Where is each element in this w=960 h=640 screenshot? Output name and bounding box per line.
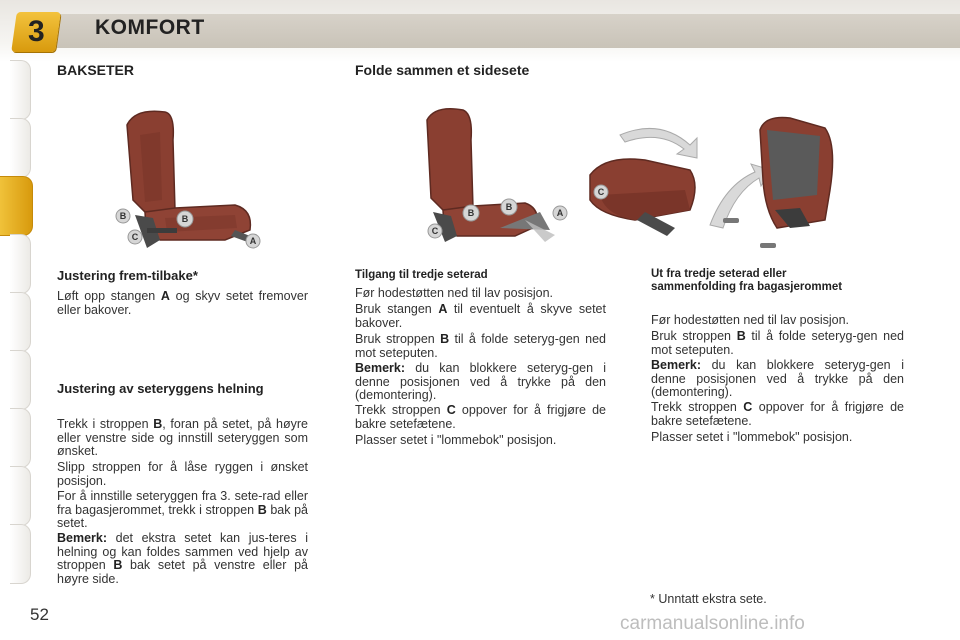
block-text-helning-p1: Trekk i stroppen B, foran på setet, på høyre eller venstre side og innstill seteryggen som ønsket. xyxy=(57,417,308,458)
chapter-number: 3 xyxy=(27,15,45,48)
seat-label-b-2: B xyxy=(181,214,189,224)
block-note-helning: Bemerk: det ekstra setet kan jus-teres i helning og kan foldes sammen ved hjelp av stroppen B bak setet på venstre eller på høyre side. xyxy=(57,531,308,586)
seat-label-a: A xyxy=(249,236,257,246)
ut-fra-p4: Plasser setet i "lommebok" posisjon. xyxy=(651,430,853,444)
chapter-tab-1[interactable] xyxy=(10,60,31,120)
block-title-frem-tilbake: Justering frem-tilbake* xyxy=(57,268,198,283)
page-number: 52 xyxy=(30,605,49,624)
chapter-tab-5[interactable] xyxy=(10,292,31,352)
block-title-tilgang: Tilgang til tredje seterad xyxy=(355,269,488,281)
chapter-tab-4[interactable] xyxy=(10,234,31,294)
tilgang-p5: Plasser setet i "lommebok" posisjon. xyxy=(355,433,557,447)
tilgang-p4: Trekk stroppen C oppover for å frigjøre de bakre setefætene. xyxy=(355,403,606,431)
section-title-folde: Folde sammen et sidesete xyxy=(355,62,530,78)
chapter-tab-6[interactable] xyxy=(10,350,31,410)
fold-label-c-2: C xyxy=(597,187,605,197)
chapter-tab-2[interactable] xyxy=(10,118,31,178)
ut-fra-p2: Bruk stroppen B til å folde seteryg-gen ned mot seteputen. xyxy=(651,329,904,357)
ut-fra-p1: Før hodestøtten ned til lav posisjon. xyxy=(651,313,850,327)
seat-label-b-1: B xyxy=(119,211,127,221)
block-title-ut-fra: Ut fra tredje seterad eller sammenfolding fra bagasjerommet xyxy=(651,268,843,293)
rear-seat-illustration xyxy=(105,100,275,255)
section-title-bakseter: BAKSETER xyxy=(57,62,135,78)
chapter-tab-7[interactable] xyxy=(10,408,31,468)
ut-fra-note: Bemerk: du kan blokkere seteryg-gen i denne posisjonen ved å trykke på den (demontering). xyxy=(651,358,904,399)
tilgang-p1: Før hodestøtten ned til lav posisjon. xyxy=(355,286,554,300)
seat-folding-sequence-illustration xyxy=(405,100,845,255)
watermark: carmanualsonline.info xyxy=(620,613,805,634)
fold-label-c-1: C xyxy=(431,226,439,236)
block-text-frem-tilbake: Løft opp stangen A og skyv setet fremover eller bakover. xyxy=(57,289,308,317)
chapter-tabs xyxy=(0,60,32,580)
fold-label-b-2: B xyxy=(505,202,513,212)
block-title-seteryggens-helning: Justering av seteryggens helning xyxy=(57,381,264,396)
tilgang-p2: Bruk stangen A til eventuelt å skyve setet bakover. xyxy=(355,302,606,330)
chapter-tab-8[interactable] xyxy=(10,466,31,526)
seat-label-c: C xyxy=(131,232,139,242)
chapter-number-badge xyxy=(11,12,61,52)
block-text-helning-p2: Slipp stroppen for å låse ryggen i ønsket posisjon. xyxy=(57,460,308,488)
tilgang-p3: Bruk stroppen B til å folde seteryg-gen ned mot seteputen. xyxy=(355,332,606,360)
footnote: * Unntatt ekstra sete. xyxy=(650,592,767,606)
tilgang-note: Bemerk: du kan blokkere seteryg-gen i denne posisjonen ved å trykke på den (demontering). xyxy=(355,361,606,402)
ut-fra-p3: Trekk stroppen C oppover for å frigjøre de bakre setefætene. xyxy=(651,400,904,428)
chapter-tab-3-active[interactable] xyxy=(0,176,33,236)
chapter-tab-9[interactable] xyxy=(10,524,31,584)
fold-label-b-1: B xyxy=(467,208,475,218)
chapter-title: KOMFORT xyxy=(95,16,205,39)
fold-label-a: A xyxy=(556,208,564,218)
block-text-helning-p3: For å innstille seteryggen fra 3. sete-rad eller fra bagasjerommet, trekk i stroppen B bak på setet. xyxy=(57,489,308,530)
